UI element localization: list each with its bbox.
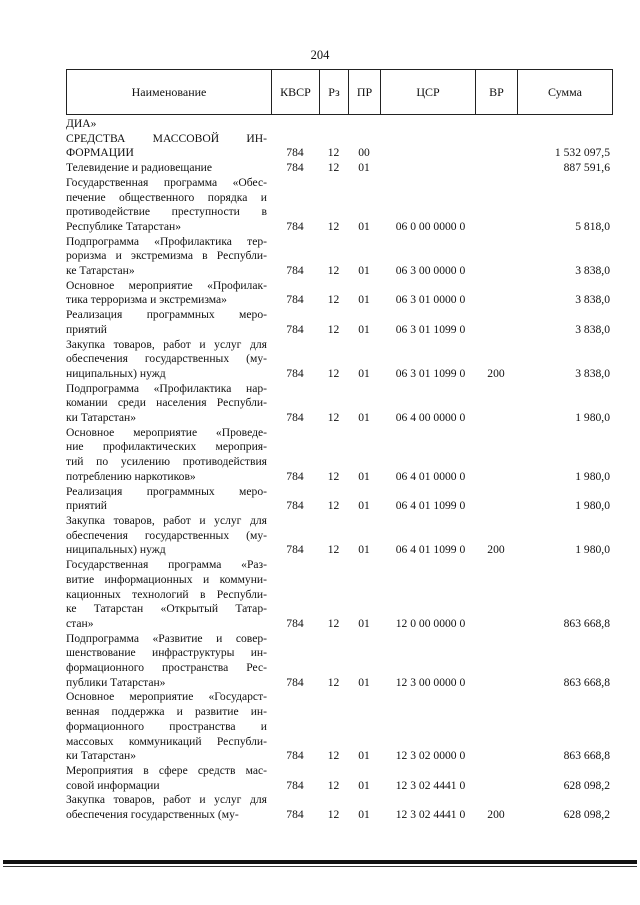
cell-rz: 12 <box>327 322 340 336</box>
row-name-line: совой информации <box>66 778 160 792</box>
cell-rz: 12 <box>327 146 340 160</box>
cell-sum: 3 838,0 <box>575 264 610 278</box>
cell-vr <box>475 690 517 764</box>
cell-pr: 01 <box>358 264 370 278</box>
row-name <box>66 308 271 337</box>
cell-pr: 01 <box>358 411 370 425</box>
row-name-line: Телевидение и радиовещание <box>66 161 213 175</box>
cell-csr: 06 4 01 1099 0 <box>395 499 466 513</box>
cell-sum: 5 818,0 <box>575 219 610 233</box>
cell-pr: 01 <box>358 778 370 792</box>
cell-kvsr: 784 <box>286 146 304 160</box>
cell-sum: 1 980,0 <box>575 543 610 557</box>
column-header-rz: Рз <box>320 70 349 115</box>
row-name-line: Закупка товаров, работ и услуг для <box>66 513 267 527</box>
cell-rz: 12 <box>327 161 340 175</box>
page-bottom-border <box>3 860 637 864</box>
cell-csr: 06 3 01 0000 0 <box>395 293 466 307</box>
cell-csr: 06 3 00 0000 0 <box>395 264 466 278</box>
cell-rz: 12 <box>327 616 340 630</box>
cell-kvsr: 784 <box>286 469 304 483</box>
cell-vr <box>475 279 517 308</box>
cell-csr: 06 4 00 0000 0 <box>395 411 466 425</box>
cell-pr: 01 <box>358 293 370 307</box>
cell-vr <box>475 558 517 632</box>
cell-csr: 06 4 01 0000 0 <box>395 469 466 483</box>
table-row <box>66 338 612 382</box>
row-name-line: тика терроризма и экстремизма» <box>66 293 227 307</box>
cell-pr: 01 <box>358 675 370 689</box>
table-row <box>66 558 612 632</box>
row-name <box>66 338 271 382</box>
row-name-line: противодействие преступности в <box>66 205 267 219</box>
column-header-csr: ЦСР <box>381 70 476 115</box>
cell-sum: 887 591,6 <box>563 161 610 175</box>
cell-kvsr: 784 <box>286 675 304 689</box>
row-name-line: Реализация программных меро- <box>66 308 267 322</box>
cell-csr: 12 3 02 0000 0 <box>395 749 466 763</box>
cell-csr: 12 3 02 4441 0 <box>395 778 466 792</box>
row-name <box>66 161 271 176</box>
row-name <box>66 632 271 691</box>
cell-sum: 863 668,8 <box>563 616 610 630</box>
table-row <box>66 279 612 308</box>
table-row <box>66 176 612 235</box>
cell-sum: 1 980,0 <box>575 499 610 513</box>
column-header-pr: ПР <box>349 70 381 115</box>
row-name-line: Подпрограмма «Профилактика нар- <box>66 381 267 395</box>
row-name-line: роризма и экстремизма в Республи- <box>66 249 267 263</box>
table-row <box>66 117 612 132</box>
row-name-line: Основное мероприятие «Проведе- <box>66 425 267 439</box>
cell-vr: 200 <box>487 543 505 557</box>
row-name-line: массовых коммуникаций Республи- <box>66 734 267 748</box>
table-row <box>66 764 612 793</box>
row-name <box>66 279 271 308</box>
page-bottom-rule <box>3 866 637 867</box>
row-name <box>66 793 271 822</box>
cell-pr: 01 <box>358 469 370 483</box>
cell-vr <box>475 382 517 426</box>
cell-rz: 12 <box>327 469 340 483</box>
cell-csr <box>380 161 475 176</box>
cell-csr <box>380 132 475 161</box>
cell-rz: 12 <box>327 749 340 763</box>
row-name-line: венная поддержка и развитие ин- <box>66 705 267 719</box>
table-row <box>66 132 612 161</box>
cell-pr: 01 <box>358 366 370 380</box>
table-row <box>66 690 612 764</box>
row-name <box>66 117 271 132</box>
cell-csr <box>380 117 475 132</box>
row-name-line: ФОРМАЦИИ <box>66 146 134 160</box>
row-name-line: ке Татарстан «Открытый Татар- <box>66 602 267 616</box>
row-name-line: ДИА» <box>66 117 97 130</box>
row-name-line: ки Татарстан» <box>66 411 137 425</box>
cell-pr: 01 <box>358 161 370 175</box>
cell-kvsr: 784 <box>286 322 304 336</box>
cell-vr <box>475 485 517 514</box>
row-name-line: Закупка товаров, работ и услуг для <box>66 793 267 807</box>
cell-sum: 628 098,2 <box>563 778 610 792</box>
column-header-sum: Сумма <box>518 70 613 115</box>
cell-rz: 12 <box>327 411 340 425</box>
cell-kvsr: 784 <box>286 808 304 822</box>
cell-sum: 863 668,8 <box>563 749 610 763</box>
table-row <box>66 235 612 279</box>
row-name <box>66 485 271 514</box>
row-name-line: витие информационных и коммуни- <box>66 572 267 586</box>
cell-rz: 12 <box>327 499 340 513</box>
page-number: 204 <box>310 48 330 62</box>
cell-kvsr: 784 <box>286 264 304 278</box>
cell-pr: 01 <box>358 322 370 336</box>
cell-pr: 01 <box>358 543 370 557</box>
row-name-line: ниципальных) нужд <box>66 366 166 380</box>
cell-rz: 12 <box>327 543 340 557</box>
cell-csr: 06 3 01 1099 0 <box>395 366 466 380</box>
row-name <box>66 514 271 558</box>
cell-csr: 12 3 02 4441 0 <box>395 808 466 822</box>
row-name <box>66 764 271 793</box>
cell-kvsr: 784 <box>286 366 304 380</box>
cell-csr: 12 0 00 0000 0 <box>395 616 466 630</box>
row-name-line: ки Татарстан» <box>66 749 137 763</box>
table-row <box>66 382 612 426</box>
cell-sum: 863 668,8 <box>563 675 610 689</box>
row-name <box>66 235 271 279</box>
cell-vr: 200 <box>487 366 505 380</box>
cell-vr <box>475 176 517 235</box>
cell-kvsr: 784 <box>286 161 304 175</box>
row-name <box>66 690 271 764</box>
row-name-line: шенствование инфраструктуры ин- <box>66 646 267 660</box>
row-name-line: комании среди населения Республи- <box>66 396 267 410</box>
row-name-line: обеспечения государственных (му- <box>66 352 267 366</box>
cell-rz: 12 <box>327 293 340 307</box>
row-name <box>66 558 271 632</box>
cell-csr: 06 3 01 1099 0 <box>395 322 466 336</box>
row-name-line: Закупка товаров, работ и услуг для <box>66 337 267 351</box>
cell-sum: 1 980,0 <box>575 411 610 425</box>
cell-rz <box>319 117 348 132</box>
cell-kvsr <box>271 117 319 132</box>
cell-pr: 00 <box>358 146 370 160</box>
row-name-line: СРЕДСТВА МАССОВОЙ ИН- <box>66 131 267 145</box>
cell-rz: 12 <box>327 808 340 822</box>
row-name <box>66 132 271 161</box>
row-name-line: приятий <box>66 322 108 336</box>
column-header-kvsr: КВСР <box>272 70 320 115</box>
row-name-line: тий по усилению противодействия <box>66 455 267 469</box>
row-name <box>66 176 271 235</box>
cell-vr <box>475 764 517 793</box>
row-name <box>66 426 271 485</box>
row-name-line: приятий <box>66 499 108 513</box>
cell-pr: 01 <box>358 616 370 630</box>
column-header-vr: ВР <box>476 70 518 115</box>
table-row <box>66 308 612 337</box>
row-name-line: Реализация программных меро- <box>66 484 267 498</box>
row-name-line: Мероприятия в сфере средств мас- <box>66 763 267 777</box>
cell-vr <box>475 235 517 279</box>
cell-vr <box>475 132 517 161</box>
cell-csr: 12 3 00 0000 0 <box>395 675 466 689</box>
cell-rz: 12 <box>327 778 340 792</box>
row-name-line: Государственная программа «Раз- <box>66 558 267 572</box>
cell-kvsr: 784 <box>286 543 304 557</box>
row-name-line: формационного пространства Рес- <box>66 661 267 675</box>
cell-kvsr: 784 <box>286 219 304 233</box>
cell-pr: 01 <box>358 749 370 763</box>
cell-rz: 12 <box>327 675 340 689</box>
cell-kvsr: 784 <box>286 293 304 307</box>
cell-pr <box>348 117 380 132</box>
cell-vr: 200 <box>487 808 505 822</box>
row-name-line: стан» <box>66 616 94 630</box>
row-name-line: формационного пространства и <box>66 719 267 733</box>
row-name-line: обеспечения государственных (му- <box>66 808 239 822</box>
cell-rz: 12 <box>327 264 340 278</box>
row-name-line: ние профилактических мероприя- <box>66 440 267 454</box>
table-row <box>66 426 612 485</box>
row-name-line: Основное мероприятие «Государст- <box>66 690 267 704</box>
row-name-line: кационных технологий в Республи- <box>66 587 267 601</box>
row-name-line: Подпрограмма «Развитие и совер- <box>66 631 267 645</box>
table-row <box>66 161 612 176</box>
cell-vr <box>475 632 517 691</box>
table-header <box>66 69 613 115</box>
row-name <box>66 382 271 426</box>
row-name-line: Республике Татарстан» <box>66 219 182 233</box>
cell-sum: 1 980,0 <box>575 469 610 483</box>
cell-pr: 01 <box>358 219 370 233</box>
cell-kvsr: 784 <box>286 411 304 425</box>
row-name-line: ниципальных) нужд <box>66 543 166 557</box>
cell-vr <box>475 426 517 485</box>
row-name-line: Государственная программа «Обес- <box>66 175 267 189</box>
cell-pr: 01 <box>358 499 370 513</box>
cell-csr: 06 4 01 1099 0 <box>395 543 466 557</box>
row-name-line: Основное мероприятие «Профилак- <box>66 278 267 292</box>
cell-sum: 628 098,2 <box>563 808 610 822</box>
row-name-line: ке Татарстан» <box>66 264 135 278</box>
cell-sum: 3 838,0 <box>575 366 610 380</box>
cell-sum: 3 838,0 <box>575 293 610 307</box>
cell-vr <box>475 117 517 132</box>
table-row <box>66 485 612 514</box>
row-name-line: печение общественного порядка и <box>66 190 267 204</box>
column-header-name: Наименование <box>67 70 272 115</box>
cell-csr: 06 0 00 0000 0 <box>395 219 466 233</box>
row-name-line: публики Татарстан» <box>66 675 166 689</box>
row-name-line: Подпрограмма «Профилактика тер- <box>66 234 267 248</box>
cell-rz: 12 <box>327 219 340 233</box>
row-name-line: обеспечения государственных (му- <box>66 528 267 542</box>
table-row <box>66 632 612 691</box>
budget-table-body <box>66 117 612 823</box>
cell-rz: 12 <box>327 366 340 380</box>
cell-kvsr: 784 <box>286 499 304 513</box>
cell-sum: 3 838,0 <box>575 322 610 336</box>
cell-vr <box>475 161 517 176</box>
cell-pr: 01 <box>358 808 370 822</box>
cell-sum <box>517 117 612 132</box>
cell-kvsr: 784 <box>286 778 304 792</box>
cell-kvsr: 784 <box>286 616 304 630</box>
cell-vr <box>475 308 517 337</box>
row-name-line: потреблению наркотиков» <box>66 469 196 483</box>
cell-kvsr: 784 <box>286 749 304 763</box>
table-row <box>66 793 612 822</box>
table-row <box>66 514 612 558</box>
cell-sum: 1 532 097,5 <box>554 146 610 160</box>
